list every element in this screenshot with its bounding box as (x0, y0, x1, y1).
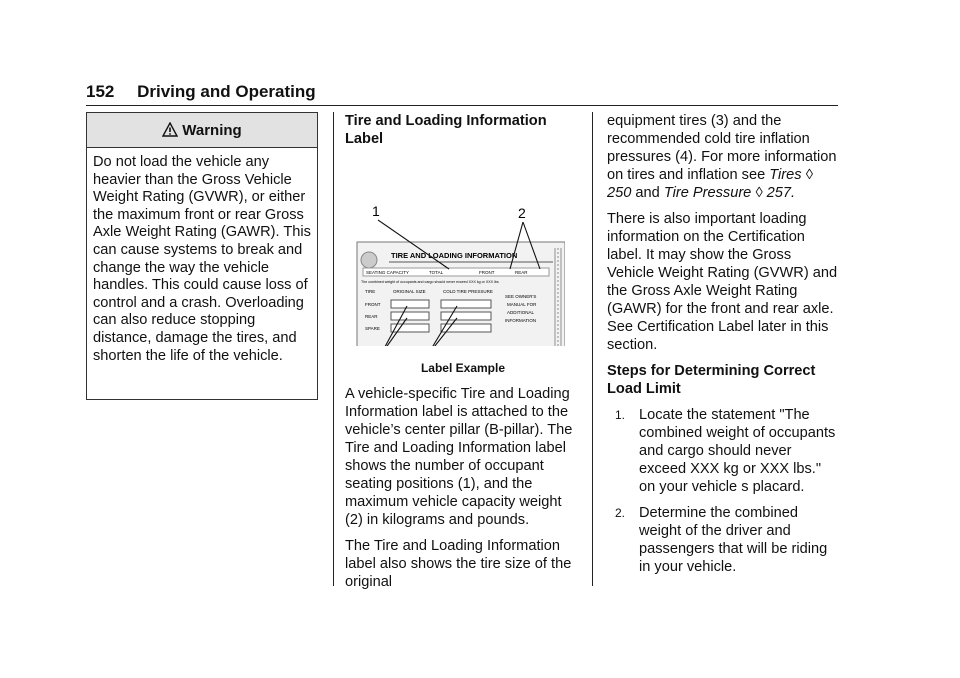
xref-tire-pressure-title: Tire Pressure (663, 185, 752, 201)
side-note-2: MANUAL FOR (507, 302, 537, 307)
xref-tires-title: Tires (769, 167, 802, 183)
xref-symbol: ◊ (755, 185, 763, 201)
callout-2: 2 (518, 205, 526, 221)
step-number: 2. (615, 506, 626, 520)
side-note-1: SEE OWNER'S (505, 294, 537, 299)
xref-tire-pressure-page: 257. (766, 185, 796, 201)
list-item (607, 406, 840, 496)
size-col-header: ORIGINAL SIZE (393, 289, 426, 294)
front-label: FRONT (479, 270, 495, 275)
figure-caption: Label Example (420, 361, 506, 375)
row-spare: SPARE (365, 326, 380, 331)
warning-title: Warning (182, 121, 242, 139)
warning-header (87, 113, 317, 148)
side-note-4: INFORMATION (505, 318, 537, 323)
side-note-3: ADDITIONAL (507, 310, 535, 315)
warning-box (86, 112, 318, 400)
fine-print: The combined weight of occupants and cargo should never exceed XXX kg or XXX lbs (361, 280, 499, 284)
column-divider-left (333, 112, 334, 586)
paragraph-4: There is also important loading information on the Certification label. It may show the Gross Vehicle Weight Rating (GVWR) and the Gross Axle Weight Rating (GAWR) for the front and rear axle. See Certification Label later in this section. (607, 211, 838, 353)
xref-tire-pressure[interactable] (664, 185, 795, 201)
step-text: Determine the combined weight of the driver and passengers that will be riding in your vehicle. (639, 505, 828, 575)
list-item (607, 504, 840, 576)
page-header (86, 82, 316, 102)
page-number: 152 (86, 82, 115, 101)
paragraph-3 (607, 112, 840, 202)
right-column (607, 112, 840, 584)
xref-symbol: ◊ (805, 167, 813, 183)
middle-column (345, 112, 581, 599)
steps-heading: Steps for Determining Correct Load Limit (607, 363, 816, 397)
tire-label-illustration (345, 156, 565, 346)
seating-capacity-label: SEATING CAPACITY (366, 270, 409, 275)
pressure-col-header: COLD TIRE PRESSURE (443, 289, 493, 294)
rear-label: REAR (515, 270, 528, 275)
header-rule (86, 105, 838, 106)
total-label: TOTAL (429, 270, 444, 275)
warning-triangle-icon (162, 122, 178, 138)
row-front: FRONT (365, 302, 381, 307)
paragraph-1: A vehicle-specific Tire and Loading Information label is attached to the vehicle’s center pillar (B-pillar). The Tire and Loading Information label shows the number of occupant seating positions (1), and the maximum vehicle capacity weight (2) in kilograms and pounds. (345, 386, 573, 528)
and-text: and (635, 185, 660, 201)
callout-1: 1 (372, 203, 380, 219)
step-number: 1. (615, 408, 626, 422)
section-title: Driving and Operating (137, 82, 316, 101)
row-rear: REAR (365, 314, 378, 319)
label-seal (361, 252, 377, 268)
paragraph-2: The Tire and Loading Information label also shows the tire size of the original (345, 538, 572, 590)
paragraph-3-text: equipment tires (3) and the recommended cold tire inflation pressures (4). For more information on tires and inflation see (607, 113, 837, 183)
warning-text: Do not load the vehicle any heavier than the Gross Vehicle Weight Rating (GVWR), or either the maximum front or rear Gross Axle Weight Rating (GAWR). This can cause systems to break and change the way the vehicle handles. This could cause loss of control and a crash. Overloading can also reduce stopping distance, damage the tires, and shorten the life of the vehicle. (93, 154, 311, 364)
label-title: TIRE AND LOADING INFORMATION (391, 251, 518, 260)
section-heading: Tire and Loading Information Label (345, 113, 547, 147)
step-text: Locate the statement "The combined weight of occupants and cargo should never exceed XXX kg or XXX lbs." on your vehicle s placard. (639, 407, 836, 495)
column-divider-right (592, 112, 593, 586)
xref-tires-page: 250 (607, 185, 632, 201)
tire-col-header: TIRE (365, 289, 376, 294)
